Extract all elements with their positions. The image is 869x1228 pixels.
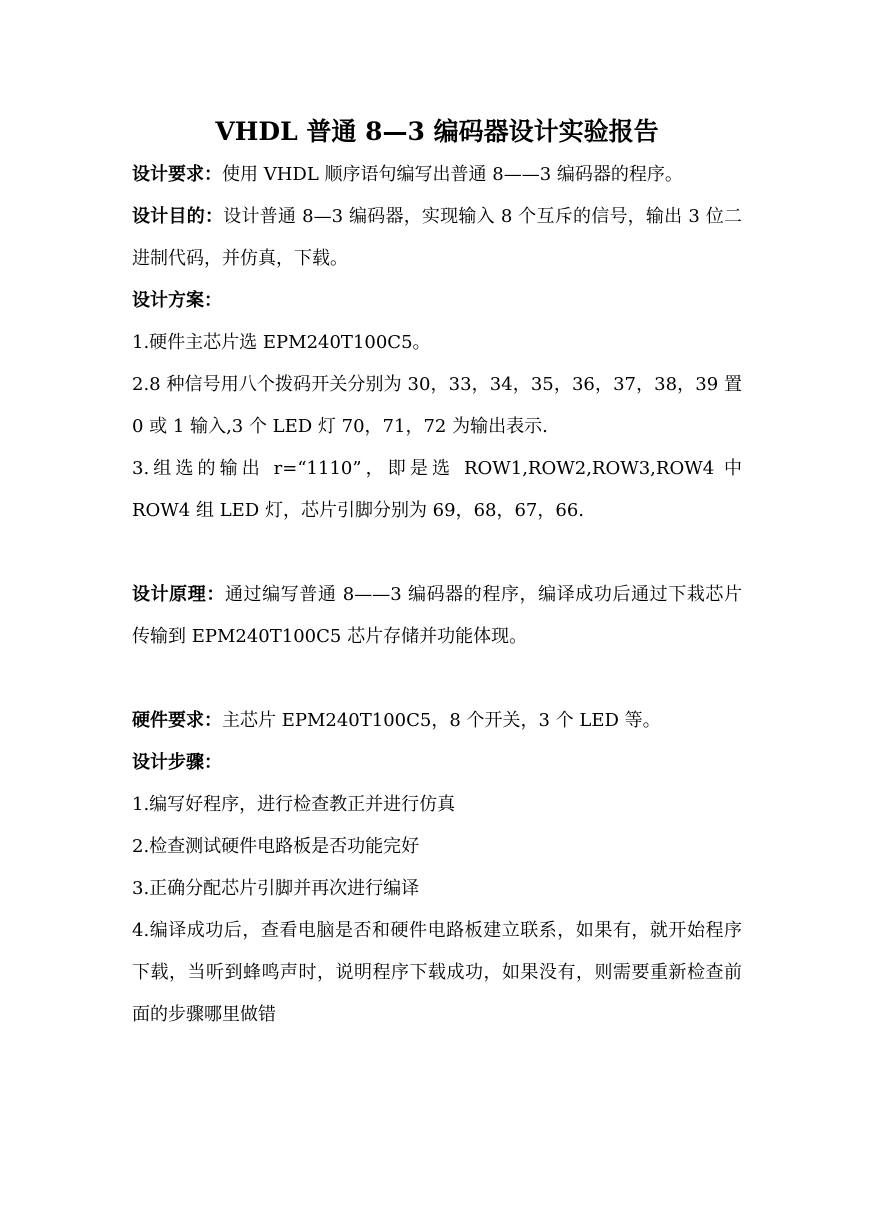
spacer [132, 658, 742, 700]
scheme-item: 3.组选的输出 r=“1110”，即是选 ROW1,ROW2,ROW3,ROW4 中 ROW4 组 LED 灯，芯片引脚分别为 69，68，67，66. [132, 458, 742, 521]
document-title: VHDL 普通 8—3 编码器设计实验报告 [215, 117, 659, 146]
document-page [132, 112, 742, 1036]
step-item: 3.正确分配芯片引脚并再次进行编译 [132, 878, 420, 899]
step-item: 2.检查测试硬件电路板是否功能完好 [132, 836, 420, 857]
scheme-item: 1.硬件主芯片选 EPM240T100C5。 [132, 332, 431, 353]
design-principle [132, 574, 742, 658]
step-item: 4.编译成功后，查看电脑是否和硬件电路板建立联系，如果有，就开始程序下载，当听到蜂鸣声时，说明程序下载成功，如果没有，则需要重新检查前面的步骤哪里做错 [132, 920, 742, 1025]
design-principle-text: 通过编写普通 8——3 编码器的程序，编译成功后通过下栽芯片传输到 EPM240T100C5 芯片存储并功能体现。 [132, 584, 742, 647]
hardware-requirement-text: 主芯片 EPM240T100C5，8 个开关，3 个 LED 等。 [222, 710, 661, 731]
scheme-item: 2.8 种信号用八个拨码开关分别为 30，33，34，35，36，37，38，39 置 0 或 1 输入,3 个 LED 灯 70，71，72 为输出表示. [132, 374, 742, 437]
design-purpose [132, 196, 742, 280]
design-purpose-text: 设计普通 8—3 编码器，实现输入 8 个互斥的信号，输出 3 位二进制代码，并仿真，下载。 [132, 206, 743, 269]
design-principle-label: 设计原理： [132, 584, 225, 605]
spacer [132, 532, 742, 574]
hardware-requirement [132, 700, 742, 742]
design-scheme-heading [132, 280, 742, 322]
design-purpose-label: 设计目的： [132, 206, 224, 227]
hardware-requirement-label: 硬件要求： [132, 710, 222, 731]
design-steps-label: 设计步骤： [132, 752, 222, 773]
design-requirement [132, 154, 742, 196]
step-item: 1.编写好程序，进行检查教正并进行仿真 [132, 794, 456, 815]
design-requirement-text: 使用 VHDL 顺序语句编写出普通 8——3 编码器的程序。 [222, 164, 683, 185]
design-scheme-label: 设计方案： [132, 290, 222, 311]
design-requirement-label: 设计要求： [132, 164, 222, 185]
design-steps-heading [132, 742, 742, 784]
